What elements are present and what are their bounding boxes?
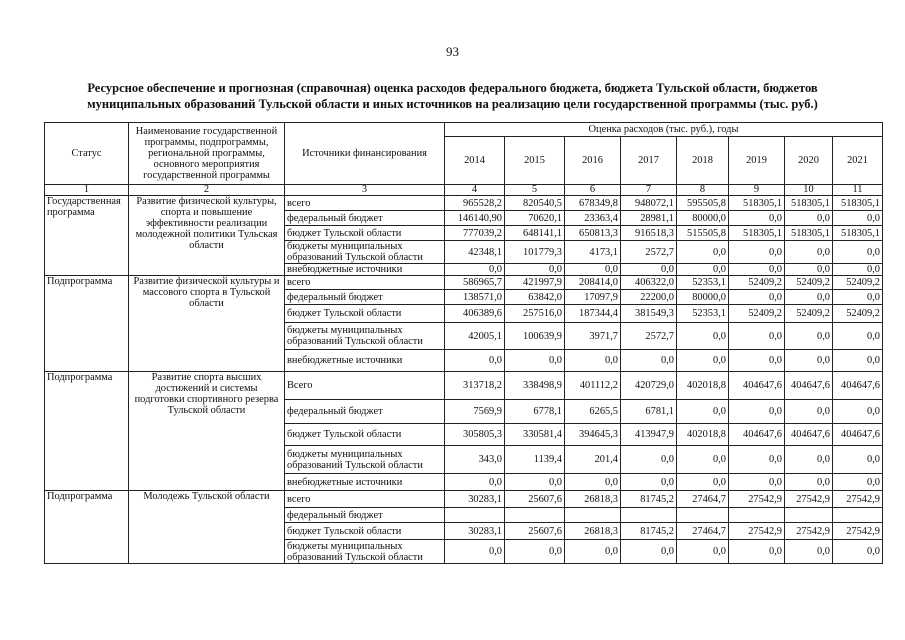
header-status: Статус <box>45 123 129 185</box>
header-year-2014: 2014 <box>445 137 505 185</box>
column-number: 6 <box>565 185 621 196</box>
table-row <box>45 372 883 400</box>
value-cell-2017: 406322,0 <box>621 276 677 290</box>
budget-table <box>44 122 883 564</box>
value-cell-2019 <box>729 508 785 523</box>
column-number: 4 <box>445 185 505 196</box>
value-cell-2014 <box>445 508 505 523</box>
value-cell-2016: 6265,5 <box>565 400 621 424</box>
funding-source-cell: всего <box>285 276 445 290</box>
header-sources: Источники финансирования <box>285 123 445 185</box>
value-cell-2021: 0,0 <box>833 211 883 226</box>
value-cell-2015: 648141,1 <box>505 226 565 241</box>
value-cell-2019: 27542,9 <box>729 491 785 508</box>
column-number: 5 <box>505 185 565 196</box>
value-cell-2015: 421997,9 <box>505 276 565 290</box>
value-cell-2021: 404647,6 <box>833 372 883 400</box>
value-cell-2020: 518305,1 <box>785 196 833 211</box>
value-cell-2017 <box>621 508 677 523</box>
value-cell-2020: 0,0 <box>785 474 833 491</box>
column-number: 3 <box>285 185 445 196</box>
funding-source-cell: бюджет Тульской области <box>285 305 445 323</box>
status-cell: Подпрограмма <box>45 491 129 564</box>
value-cell-2018: 27464,7 <box>677 523 729 540</box>
value-cell-2016: 201,4 <box>565 446 621 474</box>
funding-source-cell: всего <box>285 196 445 211</box>
value-cell-2015: 70620,1 <box>505 211 565 226</box>
value-cell-2020: 52409,2 <box>785 276 833 290</box>
value-cell-2016: 26818,3 <box>565 523 621 540</box>
value-cell-2015: 820540,5 <box>505 196 565 211</box>
value-cell-2019: 0,0 <box>729 540 785 564</box>
value-cell-2014: 406389,6 <box>445 305 505 323</box>
program-name-cell: Развитие физической культуры, спорта и повышение эффективности реализации молодежной политики Тульская области <box>129 196 285 276</box>
program-name-cell: Развитие спорта высших достижений и системы подготовки спортивного резерва Тульской области <box>129 372 285 491</box>
value-cell-2020: 27542,9 <box>785 523 833 540</box>
funding-source-cell: внебюджетные источники <box>285 350 445 372</box>
value-cell-2019: 0,0 <box>729 290 785 305</box>
value-cell-2018: 52353,1 <box>677 276 729 290</box>
funding-source-cell: бюджет Тульской области <box>285 226 445 241</box>
column-number: 2 <box>129 185 285 196</box>
value-cell-2018 <box>677 508 729 523</box>
value-cell-2021 <box>833 508 883 523</box>
value-cell-2014: 586965,7 <box>445 276 505 290</box>
value-cell-2014: 305805,3 <box>445 424 505 446</box>
value-cell-2017: 420729,0 <box>621 372 677 400</box>
value-cell-2016: 394645,3 <box>565 424 621 446</box>
value-cell-2021: 0,0 <box>833 446 883 474</box>
value-cell-2021: 0,0 <box>833 241 883 264</box>
program-name-cell: Молодежь Тульской области <box>129 491 285 564</box>
value-cell-2019: 0,0 <box>729 400 785 424</box>
value-cell-2019: 404647,6 <box>729 424 785 446</box>
value-cell-2015: 1139,4 <box>505 446 565 474</box>
value-cell-2021: 27542,9 <box>833 523 883 540</box>
column-number: 11 <box>833 185 883 196</box>
value-cell-2015: 25607,6 <box>505 523 565 540</box>
value-cell-2020: 0,0 <box>785 241 833 264</box>
value-cell-2015: 25607,6 <box>505 491 565 508</box>
funding-source-cell: бюджеты муниципальных образований Тульской области <box>285 446 445 474</box>
value-cell-2021: 0,0 <box>833 540 883 564</box>
value-cell-2014: 30283,1 <box>445 523 505 540</box>
column-number: 10 <box>785 185 833 196</box>
value-cell-2015: 338498,9 <box>505 372 565 400</box>
value-cell-2017: 0,0 <box>621 540 677 564</box>
value-cell-2014: 42005,1 <box>445 323 505 350</box>
value-cell-2021: 518305,1 <box>833 196 883 211</box>
value-cell-2021: 52409,2 <box>833 276 883 290</box>
value-cell-2018: 80000,0 <box>677 211 729 226</box>
value-cell-2016: 678349,8 <box>565 196 621 211</box>
header-year-2017: 2017 <box>621 137 677 185</box>
value-cell-2020: 404647,6 <box>785 372 833 400</box>
value-cell-2019: 518305,1 <box>729 196 785 211</box>
funding-source-cell: федеральный бюджет <box>285 508 445 523</box>
value-cell-2014: 313718,2 <box>445 372 505 400</box>
value-cell-2018: 595505,8 <box>677 196 729 211</box>
value-cell-2019: 0,0 <box>729 264 785 276</box>
value-cell-2020: 0,0 <box>785 446 833 474</box>
value-cell-2016: 0,0 <box>565 264 621 276</box>
value-cell-2018: 27464,7 <box>677 491 729 508</box>
value-cell-2018: 515505,8 <box>677 226 729 241</box>
header-year-2015: 2015 <box>505 137 565 185</box>
value-cell-2015: 0,0 <box>505 264 565 276</box>
value-cell-2017: 948072,1 <box>621 196 677 211</box>
value-cell-2018: 0,0 <box>677 540 729 564</box>
value-cell-2015: 6778,1 <box>505 400 565 424</box>
value-cell-2017: 6781,1 <box>621 400 677 424</box>
value-cell-2019: 0,0 <box>729 350 785 372</box>
funding-source-cell: бюджеты муниципальных образований Тульской области <box>285 241 445 264</box>
value-cell-2015 <box>505 508 565 523</box>
value-cell-2021: 0,0 <box>833 474 883 491</box>
header-estimate: Оценка расходов (тыс. руб.), годы <box>445 123 883 137</box>
value-cell-2014: 343,0 <box>445 446 505 474</box>
value-cell-2016: 208414,0 <box>565 276 621 290</box>
value-cell-2017: 0,0 <box>621 350 677 372</box>
value-cell-2020 <box>785 508 833 523</box>
value-cell-2019: 0,0 <box>729 446 785 474</box>
value-cell-2016: 26818,3 <box>565 491 621 508</box>
value-cell-2015: 257516,0 <box>505 305 565 323</box>
value-cell-2018: 402018,8 <box>677 424 729 446</box>
value-cell-2018: 0,0 <box>677 474 729 491</box>
value-cell-2014: 0,0 <box>445 350 505 372</box>
value-cell-2020: 0,0 <box>785 290 833 305</box>
value-cell-2020: 518305,1 <box>785 226 833 241</box>
value-cell-2016 <box>565 508 621 523</box>
value-cell-2020: 27542,9 <box>785 491 833 508</box>
value-cell-2017: 81745,2 <box>621 491 677 508</box>
value-cell-2020: 404647,6 <box>785 424 833 446</box>
value-cell-2016: 4173,1 <box>565 241 621 264</box>
value-cell-2017: 0,0 <box>621 446 677 474</box>
value-cell-2014: 0,0 <box>445 474 505 491</box>
table-row <box>45 491 883 508</box>
value-cell-2019: 404647,6 <box>729 372 785 400</box>
value-cell-2016: 0,0 <box>565 350 621 372</box>
value-cell-2020: 0,0 <box>785 323 833 350</box>
value-cell-2017: 28981,1 <box>621 211 677 226</box>
value-cell-2014: 146140,90 <box>445 211 505 226</box>
table-row <box>45 276 883 290</box>
funding-source-cell: бюджет Тульской области <box>285 424 445 446</box>
header-year-2020: 2020 <box>785 137 833 185</box>
value-cell-2017: 413947,9 <box>621 424 677 446</box>
value-cell-2017: 22200,0 <box>621 290 677 305</box>
value-cell-2014: 7569,9 <box>445 400 505 424</box>
value-cell-2020: 52409,2 <box>785 305 833 323</box>
funding-source-cell: внебюджетные источники <box>285 474 445 491</box>
value-cell-2016: 0,0 <box>565 474 621 491</box>
value-cell-2021: 0,0 <box>833 400 883 424</box>
page-number: 93 <box>446 44 459 59</box>
value-cell-2014: 965528,2 <box>445 196 505 211</box>
value-cell-2014: 138571,0 <box>445 290 505 305</box>
value-cell-2017: 381549,3 <box>621 305 677 323</box>
header-year-2019: 2019 <box>729 137 785 185</box>
value-cell-2017: 0,0 <box>621 474 677 491</box>
value-cell-2018: 52353,1 <box>677 305 729 323</box>
value-cell-2018: 0,0 <box>677 323 729 350</box>
header-column-numbers-row <box>45 185 883 196</box>
funding-source-cell: внебюджетные источники <box>285 264 445 276</box>
value-cell-2016: 0,0 <box>565 540 621 564</box>
value-cell-2015: 101779,3 <box>505 241 565 264</box>
value-cell-2019: 27542,9 <box>729 523 785 540</box>
value-cell-2016: 3971,7 <box>565 323 621 350</box>
column-number: 1 <box>45 185 129 196</box>
funding-source-cell: федеральный бюджет <box>285 400 445 424</box>
value-cell-2018: 0,0 <box>677 446 729 474</box>
value-cell-2016: 401112,2 <box>565 372 621 400</box>
value-cell-2018: 0,0 <box>677 350 729 372</box>
header-year-2018: 2018 <box>677 137 729 185</box>
value-cell-2019: 0,0 <box>729 474 785 491</box>
header-year-2021: 2021 <box>833 137 883 185</box>
value-cell-2018: 0,0 <box>677 241 729 264</box>
value-cell-2019: 518305,1 <box>729 226 785 241</box>
status-cell: Государственная программа <box>45 196 129 276</box>
value-cell-2014: 777039,2 <box>445 226 505 241</box>
value-cell-2014: 0,0 <box>445 540 505 564</box>
value-cell-2021: 0,0 <box>833 350 883 372</box>
value-cell-2018: 80000,0 <box>677 290 729 305</box>
funding-source-cell: федеральный бюджет <box>285 290 445 305</box>
value-cell-2021: 518305,1 <box>833 226 883 241</box>
header-year-2016: 2016 <box>565 137 621 185</box>
value-cell-2016: 650813,3 <box>565 226 621 241</box>
value-cell-2019: 52409,2 <box>729 276 785 290</box>
value-cell-2016: 187344,4 <box>565 305 621 323</box>
value-cell-2021: 0,0 <box>833 264 883 276</box>
value-cell-2019: 52409,2 <box>729 305 785 323</box>
value-cell-2017: 2572,7 <box>621 241 677 264</box>
value-cell-2020: 0,0 <box>785 540 833 564</box>
funding-source-cell: бюджет Тульской области <box>285 523 445 540</box>
column-number: 9 <box>729 185 785 196</box>
program-name-cell: Развитие физической культуры и массового спорта в Тульской области <box>129 276 285 372</box>
document-title: Ресурсное обеспечение и прогнозная (справочная) оценка расходов федерального бюджета, бюджета Тульской области, бюджетов муниципальных образований Тульской области и иных источников на реализацию цели государственной программы (тыс. руб.) <box>87 81 818 111</box>
value-cell-2017: 2572,7 <box>621 323 677 350</box>
value-cell-2021: 0,0 <box>833 323 883 350</box>
header-name: Наименование государственной программы, подпрограммы, региональной программы, основного мероприятия государственной программы <box>129 123 285 185</box>
value-cell-2016: 23363,4 <box>565 211 621 226</box>
value-cell-2021: 0,0 <box>833 290 883 305</box>
value-cell-2015: 100639,9 <box>505 323 565 350</box>
table-row <box>45 196 883 211</box>
value-cell-2020: 0,0 <box>785 350 833 372</box>
value-cell-2021: 404647,6 <box>833 424 883 446</box>
value-cell-2019: 0,0 <box>729 211 785 226</box>
status-cell: Подпрограмма <box>45 372 129 491</box>
funding-source-cell: бюджеты муниципальных образований Тульской области <box>285 323 445 350</box>
value-cell-2017: 0,0 <box>621 264 677 276</box>
table-body <box>45 196 883 564</box>
value-cell-2018: 402018,8 <box>677 372 729 400</box>
value-cell-2018: 0,0 <box>677 400 729 424</box>
status-cell: Подпрограмма <box>45 276 129 372</box>
value-cell-2015: 0,0 <box>505 540 565 564</box>
value-cell-2017: 916518,3 <box>621 226 677 241</box>
value-cell-2021: 27542,9 <box>833 491 883 508</box>
value-cell-2014: 0,0 <box>445 264 505 276</box>
value-cell-2015: 330581,4 <box>505 424 565 446</box>
value-cell-2020: 0,0 <box>785 400 833 424</box>
value-cell-2014: 42348,1 <box>445 241 505 264</box>
funding-source-cell: бюджеты муниципальных образований Тульской области <box>285 540 445 564</box>
funding-source-cell: Всего <box>285 372 445 400</box>
value-cell-2018: 0,0 <box>677 264 729 276</box>
value-cell-2015: 0,0 <box>505 474 565 491</box>
value-cell-2020: 0,0 <box>785 264 833 276</box>
value-cell-2015: 63842,0 <box>505 290 565 305</box>
value-cell-2016: 17097,9 <box>565 290 621 305</box>
value-cell-2019: 0,0 <box>729 241 785 264</box>
column-number: 7 <box>621 185 677 196</box>
value-cell-2019: 0,0 <box>729 323 785 350</box>
value-cell-2015: 0,0 <box>505 350 565 372</box>
funding-source-cell: всего <box>285 491 445 508</box>
value-cell-2021: 52409,2 <box>833 305 883 323</box>
value-cell-2014: 30283,1 <box>445 491 505 508</box>
value-cell-2017: 81745,2 <box>621 523 677 540</box>
value-cell-2020: 0,0 <box>785 211 833 226</box>
column-number: 8 <box>677 185 729 196</box>
funding-source-cell: федеральный бюджет <box>285 211 445 226</box>
